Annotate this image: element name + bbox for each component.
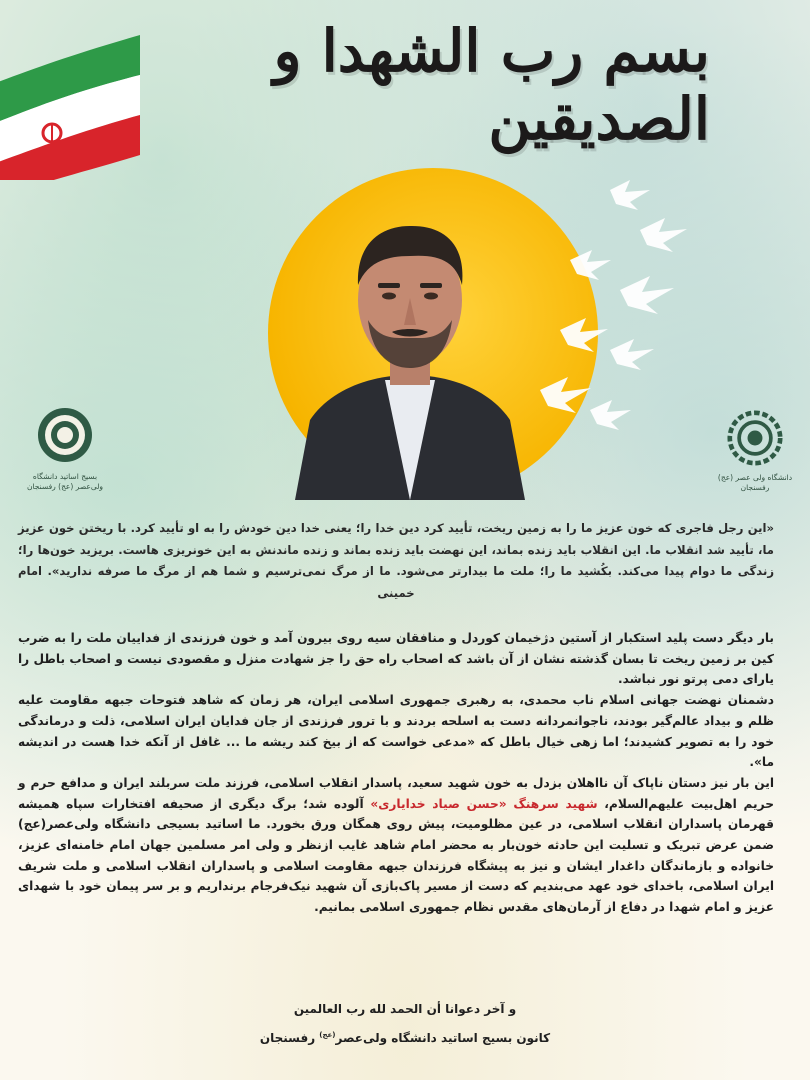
- signature-line: [0, 1022, 810, 1051]
- martyr-portrait: [290, 170, 530, 500]
- signature-city: رفسنجان: [259, 1031, 320, 1045]
- left-logo-caption-2: ولی‌عصر (عج) رفسنجان: [26, 481, 103, 491]
- university-logo: [715, 410, 795, 493]
- calligraphy-heading: [150, 17, 710, 153]
- basij-emblem-icon: [35, 405, 95, 465]
- paragraph-3: [18, 773, 774, 918]
- paragraph-2: دشمنان نهضت جهانی اسلام ناب محمدی، به رهبری جمهوری اسلامی ایران، هر زمان که شاهد فتوحات جبهه مقاومت علیه ظلم و بیداد عالم‌گیر بودند، ناجوانمردانه دست به اسلحه بردند و با ترور فرزندی از جان فدایان ایران اسلامی، ذلت و درماندگی خود را به تصویر کشیدند؛ اما زهی خیال باطل که «مدعی خواست که از بیخ کند ریشه ما ... غافل از آنکه خدا هست در اندیشه ما».: [18, 693, 774, 770]
- closing-signature: [0, 996, 810, 1051]
- left-logo-caption-1: بسیج اساتید دانشگاه: [32, 472, 98, 481]
- martyr-name: شهید سرهنگ «حسن صیاد خدایاری»: [370, 796, 598, 811]
- iran-flag-icon: [0, 30, 150, 180]
- signature-sup: (عج): [319, 1031, 336, 1039]
- signature-org: کانون بسیج اساتید دانشگاه ولی‌عصر: [335, 1031, 551, 1045]
- paragraph-3-start: این بار نیز دستان ناپاک آن نااهلان بزدل به خون شهید سعید، پاسدار انقلاب اسلامی، فرزند ملت سربلند ایران و مدافع حرم و حریم اهل‌بیت علیهم‌السلام،: [18, 775, 774, 811]
- doves-icon: [500, 150, 700, 480]
- basij-professors-logo: [25, 405, 105, 492]
- statement-body: [18, 628, 774, 918]
- khomeini-quote: «این رجل فاجری که خون عزیز ما را به زمین ریخت، تأیید کرد دین خدا را؛ یعنی خدا دین خودش را به او تأیید کرد. با ریختن خون عزیز ما، تأیید شد انقلاب ما. این انقلاب باید زنده بماند، این نهضت باید زنده بماند و زنده ماندنش به این خونریزی هاست. بریزید خون‌ها را؛ زندگی ما دوام پیدا می‌کند. بکُشید ما را؛ ملت ما بیدارتر می‌شود. ما از مرگ نمی‌ترسیم و شما هم از مرگ ما صرفه ندارید». امام خمینی: [18, 521, 774, 600]
- paragraph-1: بار دیگر دست پلید استکبار از آستین دژخیمان کوردل و منافقان سیه روی بیرون آمد و خون فرزندی از فداییان ملت را به ضرب کین بر زمین ریخت تا بسان گذشته نشان از آن باشد که اصحاب راه حق را جز شهادت منزل و مقصودی نیست و اصحاب باطل را یارای دمی پرتو نور نباشد.: [18, 631, 774, 687]
- university-emblem-icon: [727, 410, 783, 466]
- calligraphy-text: بسم رب الشهدا و الصدیقین: [273, 17, 710, 153]
- closing-prayer: و آخر دعوانا أن الحمد لله رب العالمین: [293, 1002, 517, 1016]
- paragraph-3-end: آلوده شد؛ برگ دیگری از صحیفه افتخارات سپاه همیشه قهرمان پاسداران انقلاب اسلامی، در عین مظلومیت، پیش روی همگان ورق بخورد. ما اساتید بسیجی دانشگاه ولی‌عصر(عج) ضمن عرض تبریک و تسلیت این حادثه خون‌بار به محضر امام شاهد غایب ازنظر و ولی امر مسلمین جهان امام خامنه‌ای عزیز، خانواده و بازماندگان داغدار ایشان و نیز به پیشگاه فرزندان جبهه مقاومت اسلامی و پاسداران انقلاب اسلامی و ملت شریف ایران اسلامی، باخدای خود عهد می‌بندیم که دست از مسیر پاک‌بازی آن شهید نیک‌فرجام برنداریم و بر سر پیمان خود با شهدای عزیز و امام شهدا در دفاع از آرمان‌های مقدس نظام جمهوری اسلامی بمانیم.: [18, 796, 774, 915]
- right-logo-caption: دانشگاه ولی عصر (عج) رفسنجان: [717, 473, 793, 492]
